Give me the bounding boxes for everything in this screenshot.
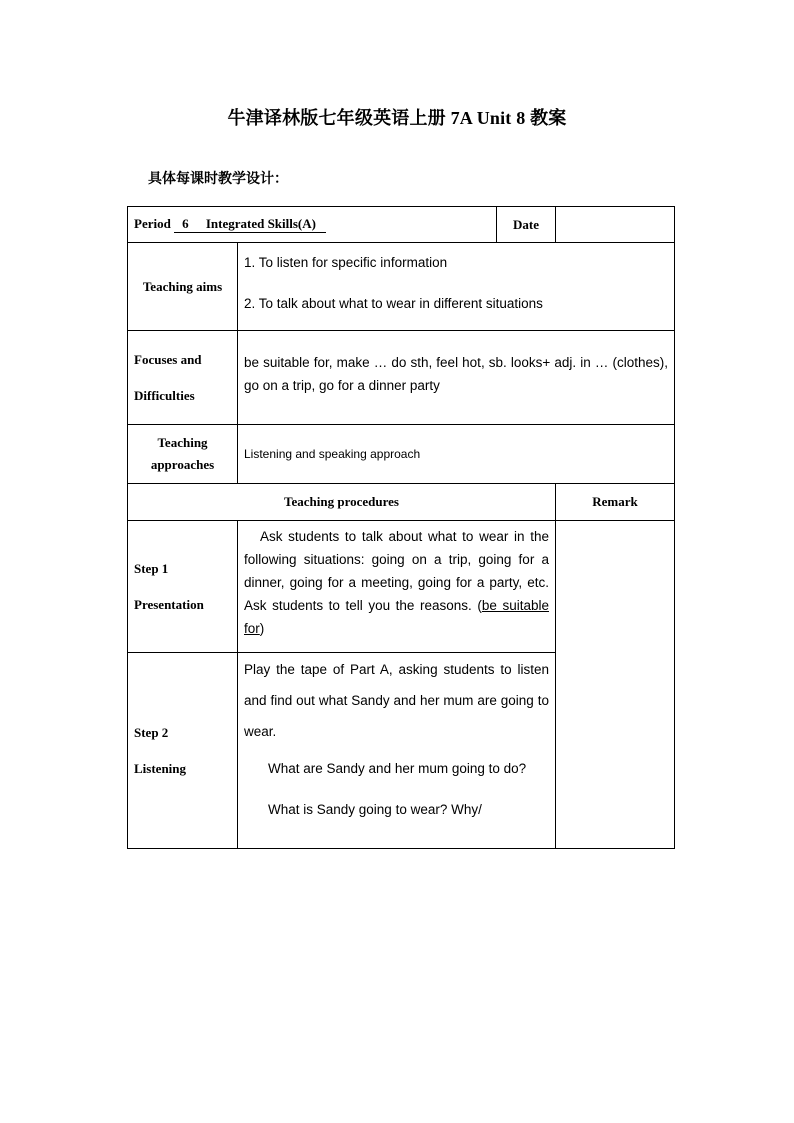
procedures-header: Teaching procedures xyxy=(284,494,399,509)
step2-intro: Play the tape of Part A, asking students to listen and find out what Sandy and her mum are going to wear. xyxy=(244,662,549,739)
period-row xyxy=(128,207,675,243)
approaches-label-line1: Teaching xyxy=(157,435,208,450)
period-topic: Integrated Skills(A) xyxy=(205,216,316,231)
step1-label-cell xyxy=(128,521,238,653)
teaching-aims-label: Teaching aims xyxy=(142,278,223,294)
date-value-cell xyxy=(556,207,675,243)
period-value xyxy=(174,216,326,233)
step1-row xyxy=(128,521,675,653)
procedures-header-cell xyxy=(128,484,556,521)
approaches-row xyxy=(128,425,675,484)
remark-header-cell xyxy=(556,484,675,521)
date-label: Date xyxy=(513,216,539,232)
focuses-label-line1: Focuses and xyxy=(134,351,202,367)
focuses-label-line2: Difficulties xyxy=(134,387,195,403)
step1-name: Presentation xyxy=(134,596,204,612)
step2-content xyxy=(238,653,556,849)
remark-header: Remark xyxy=(592,494,638,509)
step1-content xyxy=(238,521,556,653)
focuses-label-cell xyxy=(128,331,238,425)
lesson-plan-table xyxy=(127,206,675,849)
procedures-header-row xyxy=(128,484,675,521)
step2-label-cell xyxy=(128,653,238,849)
focuses-text: be suitable for, make … do sth, feel hot, sb. looks+ adj. in … (clothes), go on a trip, go for a dinner party xyxy=(244,355,668,393)
period-label: Period xyxy=(134,216,171,231)
approaches-label-cell xyxy=(128,425,238,484)
approaches-text: Listening and speaking approach xyxy=(244,447,421,461)
step2-name: Listening xyxy=(134,760,187,776)
teaching-aim-item: 2. To talk about what to wear in different situations xyxy=(244,296,543,311)
approaches-content xyxy=(238,425,675,484)
date-label-cell xyxy=(497,207,556,243)
focuses-row xyxy=(128,331,675,425)
section-subtitle: 具体每课时教学设计： xyxy=(148,172,288,187)
approaches-label-line2: approaches xyxy=(150,457,215,472)
focuses-content xyxy=(238,331,675,425)
period-number: 6 xyxy=(182,216,189,231)
step2-question-1: What are Sandy and her mum going to do? xyxy=(268,761,527,776)
step1-text: Ask students to talk about what to wear in the following situations: going on a trip, going for a dinner, going for a meeting, going for a party, etc. Ask students to tell you the reasons. ( xyxy=(244,529,549,613)
teaching-aims-row xyxy=(128,243,675,331)
step1-label: Step 1 xyxy=(134,560,169,576)
step2-question-2: What is Sandy going to wear? Why/ xyxy=(268,802,482,817)
step1-text-end: ) xyxy=(259,621,265,636)
step2-label: Step 2 xyxy=(134,724,169,740)
remark-cell xyxy=(556,521,675,849)
teaching-aims-label-cell xyxy=(128,243,238,331)
period-cell xyxy=(128,207,497,243)
teaching-aims-content xyxy=(238,243,675,331)
step1-underlined-phrase: be suitable for xyxy=(244,598,549,636)
document-title: 牛津译林版七年级英语上册 7A Unit 8 教案 xyxy=(227,108,567,128)
teaching-aim-item: 1. To listen for specific information xyxy=(244,255,448,270)
